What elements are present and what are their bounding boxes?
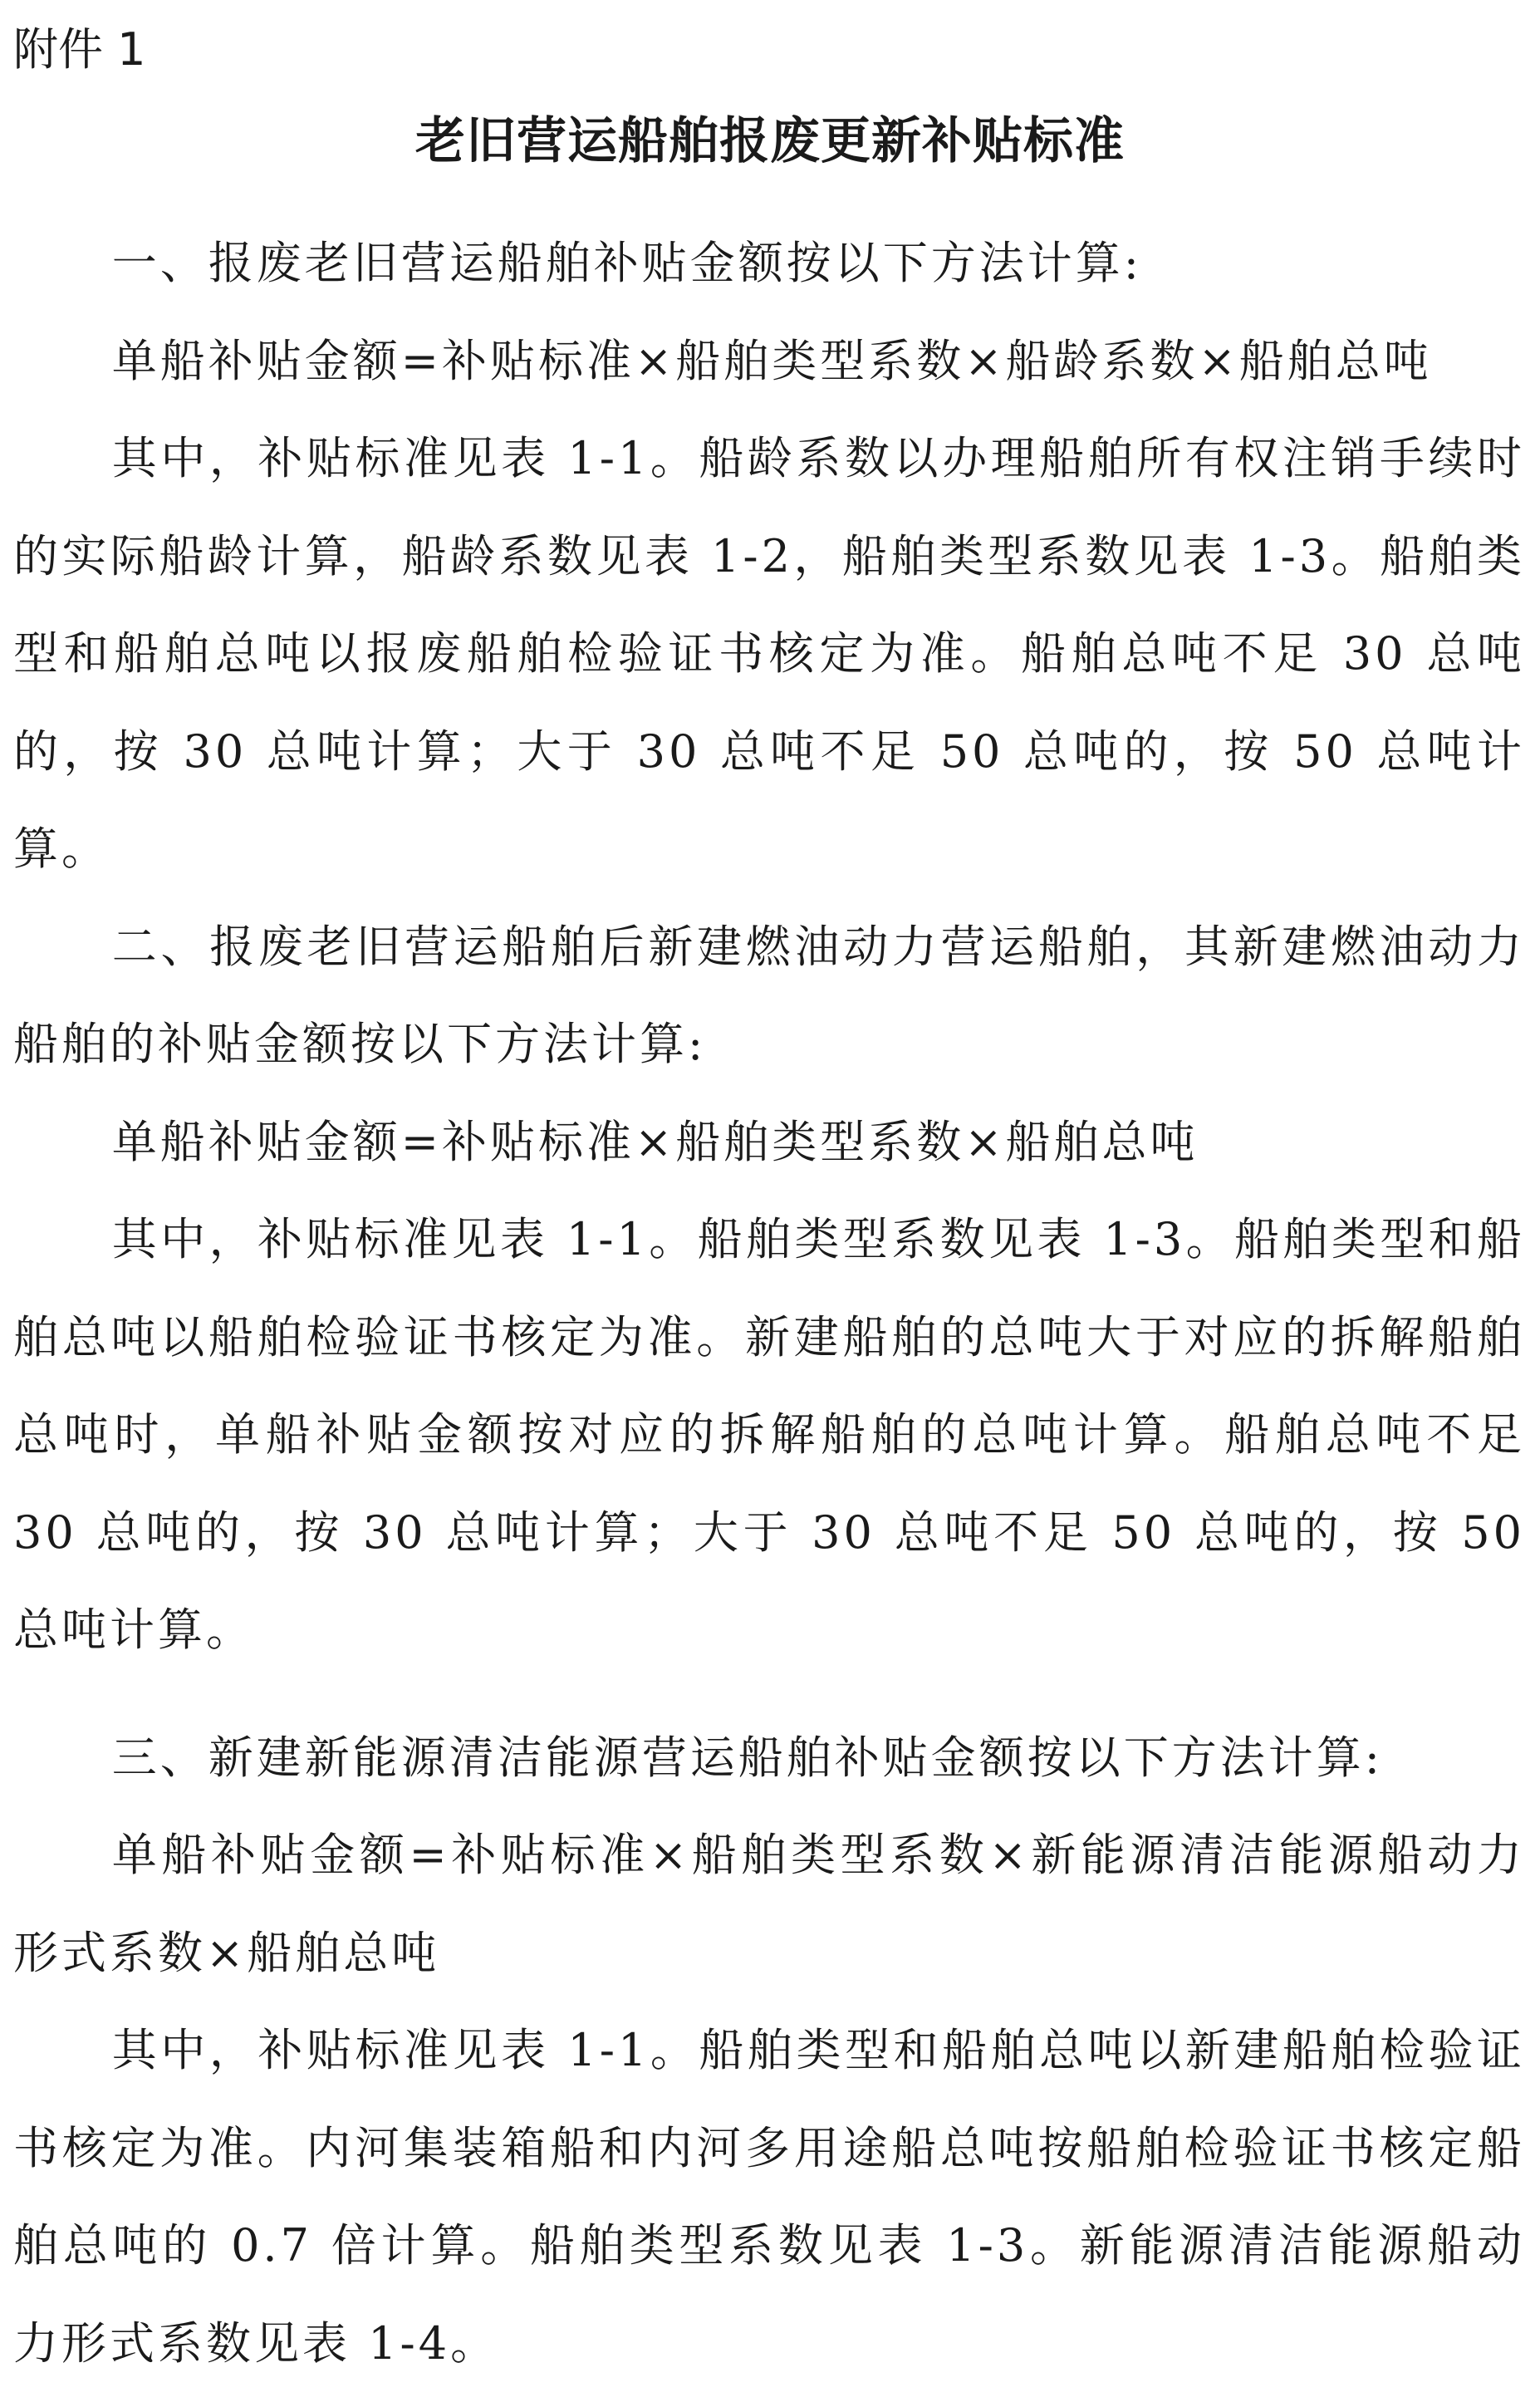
section-1-formula: 单船补贴金额=补贴标准×船舶类型系数×船龄系数×船舶总吨 [111, 334, 1432, 387]
section-1-detail: 其中，补贴标准见表 1-1。船龄系数以办理船舶所有权注销手续时的实际船龄计算，船龄系数见表 1-2，船舶类型系数见表 1-3。船舶类型和船舶总吨以报废船舶检验证书核定为准。船舶总吨不足 30 总吨的，按 30 总吨计算；大于 30 总吨不足 50 总吨的，按 50 总吨计算。 [13, 432, 1525, 875]
section-3-detail: 其中，补贴标准见表 1-1。船舶类型和船舶总吨以新建船舶检验证书核定为准。内河集装箱船和内河多用途船总吨按船舶检验证书核定船舶总吨的 0.7 倍计算。船舶类型系数见表 1-3。新能源清洁能源船动力形式系数见表 1-4。 [13, 2024, 1525, 2370]
section-2-detail: 其中，补贴标准见表 1-1。船舶类型系数见表 1-3。船舶类型和船舶总吨以船舶检验证书核定为准。新建船舶的总吨大于对应的拆解船舶总吨时，单船补贴金额按对应的拆解船舶的总吨计算。船舶总吨不足 30 总吨的，按 30 总吨计算；大于 30 总吨不足 50 总吨的，按 50 总吨计算。 [13, 1213, 1525, 1656]
document-body [13, 214, 1525, 2392]
document-title: 老旧营运船舶报废更新补贴标准 [415, 112, 1125, 170]
section-2-formula: 单船补贴金额=补贴标准×船舶类型系数×船舶总吨 [111, 1115, 1199, 1168]
section-2-heading: 二、报废老旧营运船舶后新建燃油动力营运船舶，其新建燃油动力船舶的补贴金额按以下方法计算: [13, 920, 1525, 1070]
attachment-label: 附件 1 [13, 23, 146, 76]
section-3-heading: 三、新建新能源清洁能源营运船舶补贴金额按以下方法计算: [111, 1731, 1383, 1784]
section-1-heading: 一、报废老旧营运船舶补贴金额按以下方法计算: [111, 237, 1142, 289]
section-3-formula: 单船补贴金额=补贴标准×船舶类型系数×新能源清洁能源船动力形式系数×船舶总吨 [13, 1829, 1525, 1979]
